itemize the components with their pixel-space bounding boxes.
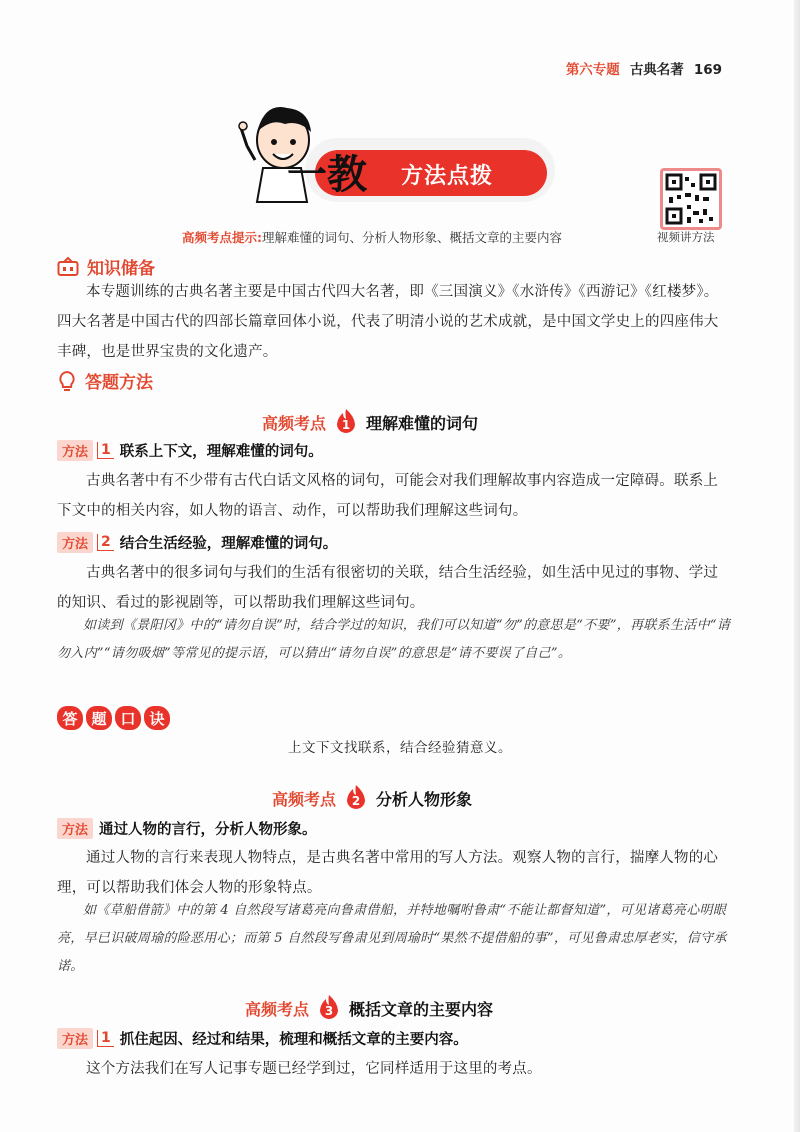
running-header (566, 58, 722, 78)
qr-code-icon (663, 171, 719, 227)
qr-label: 视频讲方法 (657, 230, 715, 244)
section-banner (235, 98, 555, 208)
flame-badge-icon (317, 994, 341, 1022)
kp2-number: 2 (351, 794, 361, 808)
kp1-example: 如读到《景阳冈》中的“请勿自误”时，结合学过的知识，我们可以知道“勿”的意思是“不要”，再联系生活中“请勿入内”“请勿吸烟”等常见的提示语，可以猜出“请勿自误”的意思是“请不要误了自己”。 (57, 618, 731, 661)
kp1-label: 高频考点 (262, 413, 327, 433)
kp3-label: 高频考点 (245, 999, 310, 1019)
kp1-method-1 (57, 440, 323, 461)
answer-method-section-title (57, 368, 153, 393)
method-number: 2 (97, 534, 114, 551)
header-subtopic: 古典名著 (629, 62, 684, 78)
rhyme-char: 口 (115, 706, 141, 730)
hint-label: 高频考点提示: (182, 230, 262, 245)
knowledge-paragraph: 本专题训练的古典名著主要是中国古代四大名著，即《三国演义》《水浒传》《西游记》《红楼梦》。四大名著是中国古代的四部长篇章回体小说，代表了明清小说的艺术成就，是中国文学史上的四座伟大丰碑，也是世界宝贵的文化遗产。 (57, 284, 719, 360)
page-number: 169 (693, 62, 722, 78)
method-number: 1 (97, 442, 114, 459)
kp1-paragraph-2: 古典名著中的很多词句与我们的生活有很密切的关联，结合生活经验，如生活中见过的事物、学过的知识、看过的影视剧等，可以帮助我们理解这些词句。 (57, 565, 719, 611)
flame-badge-icon (344, 784, 368, 812)
banner-big-char: 一教 (287, 152, 367, 198)
method-text: 通过人物的言行，分析人物形象。 (99, 822, 317, 838)
knowledge-section-title (57, 254, 155, 279)
rhyme-char: 诀 (144, 706, 170, 730)
knowledge-title: 知识储备 (87, 259, 155, 279)
kp2-title: 分析人物形象 (376, 789, 473, 809)
kp1-title: 理解难懂的词句 (366, 413, 479, 433)
answer-rhyme-badge (57, 706, 170, 730)
kp1-paragraph-1: 古典名著中有不少带有古代白话文风格的词句，可能会对我们理解故事内容造成一定障碍。联系上下文中的相关内容，如人物的语言、动作，可以帮助我们理解这些词句。 (57, 473, 719, 519)
method-text: 结合生活经验，理解难懂的词句。 (119, 536, 338, 552)
knowledge-icon (57, 257, 79, 277)
lightbulb-icon (57, 370, 77, 392)
kp3-title: 概括文章的主要内容 (349, 999, 494, 1019)
method-tag: 方法 (57, 532, 93, 553)
banner-pill-text: 方法点拨 (401, 164, 494, 189)
header-topic: 第六专题 (565, 62, 620, 78)
kp3-method-1 (57, 1028, 468, 1049)
kp2-label: 高频考点 (272, 789, 337, 809)
rhyme-char: 答 (57, 706, 83, 730)
key-point-1-heading (262, 408, 478, 436)
kp3-number: 3 (324, 1004, 334, 1018)
high-frequency-hint (182, 228, 562, 246)
kp2-paragraph: 通过人物的言行来表现人物特点，是古典名著中常用的写人方法。观察人物的言行，揣摩人物的心理，可以帮助我们体会人物的形象特点。 (57, 850, 719, 896)
method-tag: 方法 (57, 440, 93, 461)
rhyme-char: 题 (86, 706, 112, 730)
method-text: 联系上下文，理解难懂的词句。 (119, 444, 323, 460)
method-tag: 方法 (57, 818, 93, 839)
answer-rhyme-text: 上文下文找联系，结合经验猜意义。 (288, 740, 512, 756)
page-edge (794, 0, 800, 1132)
key-point-2-heading (272, 784, 472, 812)
method-text: 抓住起因、经过和结果，梳理和概括文章的主要内容。 (119, 1032, 468, 1048)
key-point-3-heading (245, 994, 493, 1022)
flame-badge-icon (334, 408, 358, 436)
hint-text: 理解难懂的词句、分析人物形象、概括文章的主要内容 (262, 230, 563, 245)
kp2-method (57, 818, 317, 839)
qr-code[interactable] (660, 168, 722, 230)
kp1-method-2 (57, 532, 337, 553)
kp2-example: 如《草船借箭》中的第 4 自然段写诸葛亮向鲁肃借船，并特地嘱咐鲁肃“不能让都督知道”，可见诸葛亮心明眼亮，早已识破周瑜的险恶用心；而第 5 自然段写鲁肃见到周瑜时“果然不提借船的事”，可见鲁肃忠厚老实，信守承诺。 (57, 903, 727, 974)
method-number: 1 (97, 1030, 114, 1047)
answer-method-title: 答题方法 (85, 373, 153, 393)
kp3-paragraph: 这个方法我们在写人记事专题已经学到过，它同样适用于这里的考点。 (86, 1061, 542, 1077)
kp1-number: 1 (341, 418, 351, 432)
method-tag: 方法 (57, 1028, 93, 1049)
